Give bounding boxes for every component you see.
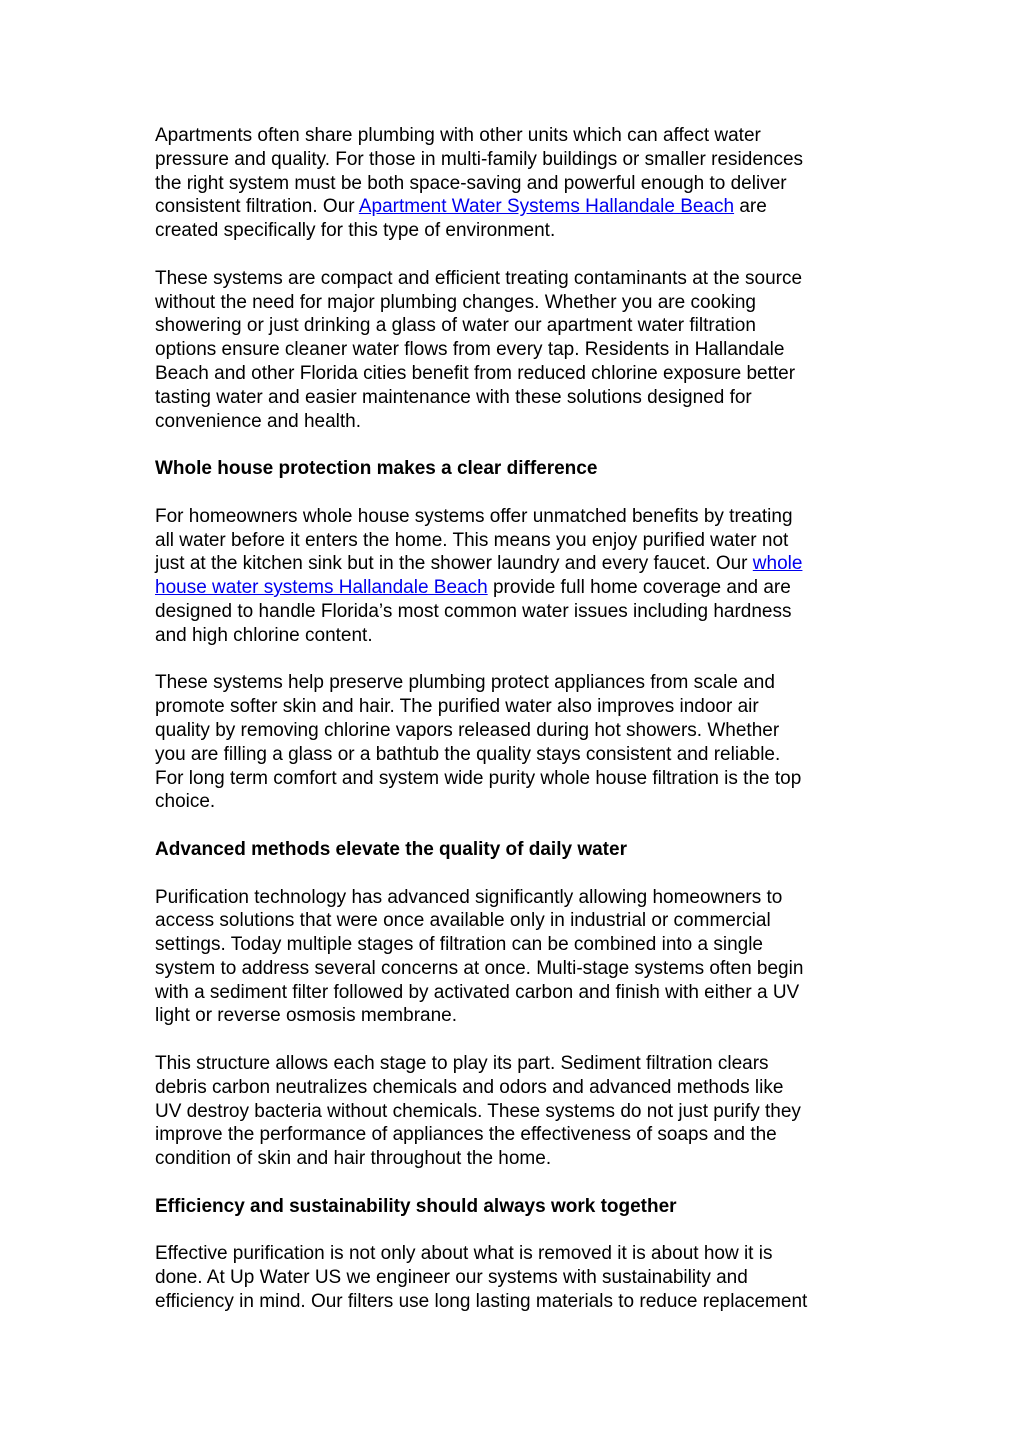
text-line: light or reverse osmosis membrane. <box>155 1005 457 1027</box>
text-line: UV destroy bacteria without chemicals. These systems do not just purify they <box>155 1100 801 1122</box>
text-line: all water before it enters the home. This means you enjoy purified water not <box>155 529 789 551</box>
text-line: system to address several concerns at once. Multi-stage systems often begin <box>155 957 804 979</box>
text-line: efficiency in mind. Our filters use long lasting materials to reduce replacement <box>155 1291 808 1313</box>
text-run: are <box>734 196 767 218</box>
text-line: Apartments often share plumbing with other units which can affect water <box>155 125 761 146</box>
text-line: For long term comfort and system wide purity whole house filtration is the top <box>155 767 802 789</box>
text-line: convenience and health. <box>155 410 361 432</box>
paragraph-purification-technology <box>155 886 871 1029</box>
text-line <box>155 576 871 600</box>
section-heading-advanced-methods: Advanced methods elevate the quality of daily water <box>155 838 627 860</box>
text-line: For homeowners whole house systems offer unmatched benefits by treating <box>155 505 793 527</box>
text-line <box>155 552 871 576</box>
text-line: Beach and other Florida cities benefit from reduced chlorine exposure better <box>155 362 796 384</box>
text-line: done. At Up Water US we engineer our systems with sustainability and <box>155 1267 748 1289</box>
text-line: improve the performance of appliances the effectiveness of soaps and the <box>155 1124 777 1146</box>
section-heading-efficiency: Efficiency and sustainability should always work together <box>155 1195 677 1217</box>
whole-house-water-systems-link[interactable]: house water systems Hallandale Beach <box>155 577 488 599</box>
text-line: showering or just drinking a glass of water our apartment water filtration <box>155 315 756 337</box>
text-line: without the need for major plumbing changes. Whether you are cooking <box>155 291 756 313</box>
text-line: promote softer skin and hair. The purified water also improves indoor air <box>155 696 759 718</box>
text-line: pressure and quality. For those in multi-family buildings or smaller residences <box>155 148 804 170</box>
text-line: debris carbon neutralizes chemicals and odors and advanced methods like <box>155 1076 784 1098</box>
paragraph-compact-systems <box>155 267 871 434</box>
apartment-water-systems-link[interactable]: Apartment Water Systems Hallandale Beach <box>358 196 735 218</box>
text-run: just at the kitchen sink but in the shower laundry and every faucet. Our <box>155 553 753 575</box>
text-line: This structure allows each stage to play its part. Sediment filtration clears <box>155 1053 769 1075</box>
paragraph-whole-house <box>155 505 871 648</box>
text-line: options ensure cleaner water flows from every tap. Residents in Hallandale <box>155 339 785 361</box>
text-line: tasting water and easier maintenance with these solutions designed for <box>155 386 752 408</box>
paragraph-apartments <box>155 124 871 243</box>
text-line: These systems are compact and efficient treating contaminants at the source <box>155 267 803 289</box>
text-line: the right system must be both space-saving and powerful enough to deliver <box>155 172 787 194</box>
document-page <box>155 124 871 1338</box>
paragraph-effective-purification <box>155 1242 871 1313</box>
text-line: These systems help preserve plumbing protect appliances from scale and <box>155 672 775 694</box>
text-line: Effective purification is not only about what is removed it is about how it is <box>155 1243 773 1265</box>
text-line: condition of skin and hair throughout the home. <box>155 1148 552 1170</box>
whole-house-water-systems-link[interactable]: whole <box>752 553 803 575</box>
text-line: you are filling a glass or a bathtub the quality stays consistent and reliable. <box>155 743 781 765</box>
section-heading-whole-house: Whole house protection makes a clear difference <box>155 458 598 480</box>
text-line: settings. Today multiple stages of filtration can be combined into a single <box>155 934 763 956</box>
text-line: with a sediment filter followed by activated carbon and finish with either a UV <box>155 981 800 1003</box>
text-line: and high chlorine content. <box>155 624 373 646</box>
text-run: provide full home coverage and are <box>487 577 791 599</box>
paragraph-filtration-stages <box>155 1052 871 1171</box>
text-line <box>155 195 871 219</box>
text-line: created specifically for this type of environment. <box>155 220 556 242</box>
text-run: consistent filtration. Our <box>155 196 359 218</box>
text-line: quality by removing chlorine vapors released during hot showers. Whether <box>155 719 780 741</box>
text-line: choice. <box>155 791 216 813</box>
paragraph-plumbing-benefits <box>155 671 871 814</box>
text-line: designed to handle Florida’s most common water issues including hardness <box>155 600 792 622</box>
text-line: Purification technology has advanced significantly allowing homeowners to <box>155 886 783 908</box>
text-line: access solutions that were once available only in industrial or commercial <box>155 910 771 932</box>
